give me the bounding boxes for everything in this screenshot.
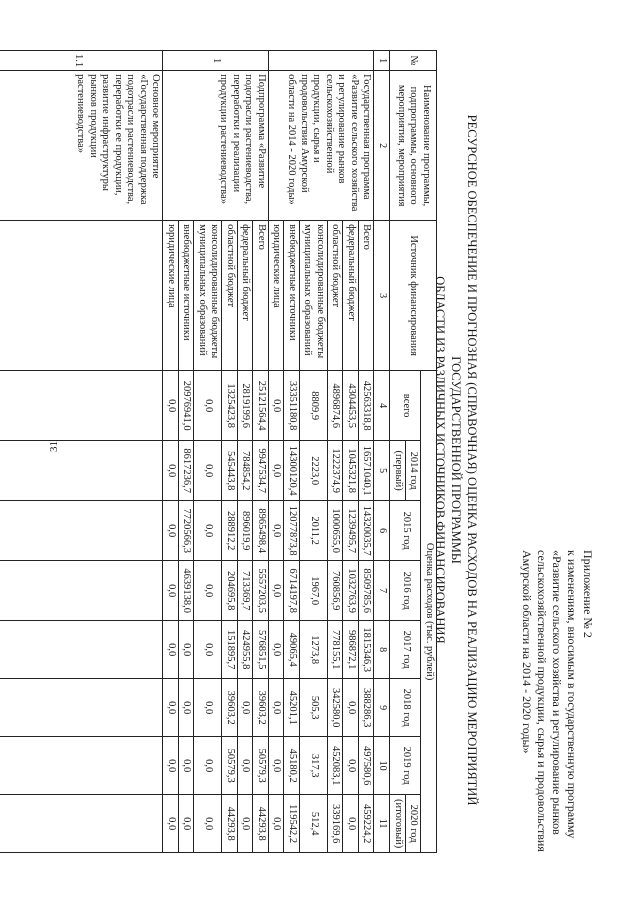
amount-cell: 0,0 [163,621,179,679]
col-number: 11 [374,795,390,853]
amount-cell: 151895,7 [222,621,238,679]
amount-cell: 8965498,4 [253,501,269,561]
amount-cell: 119542,2 [284,795,300,853]
amount-cell: 50579,3 [222,737,238,795]
amount-cell: 14300120,4 [284,441,300,501]
amount-cell [0,371,163,441]
amount-cell: 0,0 [163,501,179,561]
appendix-title: Приложение № 2 [581,550,595,638]
amount-cell: 0,0 [163,679,179,737]
amount-cell: 14320035,7 [359,501,375,561]
row-number [269,51,375,71]
amount-cell: 49065,4 [284,621,300,679]
amount-cell [0,501,163,561]
amount-cell: 0,0 [163,371,179,441]
funding-source: областной бюджет [222,221,238,371]
amount-cell: 204695,8 [222,561,238,621]
amount-cell: 0,0 [238,679,254,737]
amount-cell: 5557203,5 [253,561,269,621]
amount-cell: 778155,1 [328,621,344,679]
amount-cell: 0,0 [269,737,285,795]
amount-cell: 1273,8 [300,621,328,679]
amount-cell: 8617236,7 [179,441,195,501]
amount-cell: 33351180,8 [284,371,300,441]
funding-source: Всего [359,221,375,371]
amount-cell: 1239495,7 [343,501,359,561]
col-number: 2 [374,71,390,221]
amount-cell: 317,3 [300,737,328,795]
rotated-sheet [40,50,600,870]
col-number: 4 [374,371,390,441]
page-number: 31 [48,441,60,452]
table-row [253,51,269,853]
amount-cell: 1045321,8 [343,441,359,501]
amount-cell [0,561,163,621]
amount-cell: 4304453,5 [343,371,359,441]
amount-cell: 0,0 [179,621,195,679]
table-row [0,51,163,853]
col-number: 3 [374,221,390,371]
amount-cell: 50579,3 [253,737,269,795]
amount-cell: 0,0 [163,561,179,621]
funding-source [0,221,163,371]
amount-cell: 452083,1 [328,737,344,795]
column-number-row [374,51,390,853]
document-title-line-1: РЕСУРСНОЕ ОБЕСПЕЧЕНИЕ И ПРОГНОЗНАЯ (СПРАВОЧНАЯ) ОЦЕНКА РАСХОДОВ НА РЕАЛИЗАЦИЮ МЕРОПРИЯТИЙ ГОСУДАРСТВЕННОЙ ПРОГРАММЫ [449,114,479,806]
document-title-line-2: ОБЛАСТИ ИЗ РАЗЛИЧНЫХ ИСТОЧНИКОВ ФИНАНСИРОВАНИЯ [433,276,447,644]
program-name: Государственная программа «Развитие сельского хозяйства и регулирование рынков сельскохозяйственной продукции, сырья и продовольствия Амурской области на 2014 - 2020 годы» [269,71,375,221]
amount-cell: 713369,7 [238,561,254,621]
amount-cell: 2819199,6 [238,371,254,441]
header-no: № [390,51,437,71]
amount-cell: 0,0 [194,795,222,853]
header-2020-note: (итоговый) [390,795,406,853]
amount-cell: 20976941,0 [179,371,195,441]
amount-cell [0,795,163,853]
amount-cell: 0,0 [194,441,222,501]
amount-cell: 0,0 [269,561,285,621]
amount-cell: 576851,5 [253,621,269,679]
amount-cell: 0,0 [269,501,285,561]
amount-cell: 0,0 [179,795,195,853]
amount-cell: 424955,8 [238,621,254,679]
amount-cell: 0,0 [163,737,179,795]
amount-cell: 1222374,9 [328,441,344,501]
amount-cell: 44293,8 [222,795,238,853]
header-name: Наименование программы, подпрограммы, основного мероприятия, мероприятия [390,71,437,221]
amount-cell: 0,0 [163,795,179,853]
amount-cell: 0,0 [269,371,285,441]
amount-cell: 39603,2 [222,679,238,737]
funding-table-body [0,51,374,853]
amount-cell: 42563318,8 [359,371,375,441]
col-number: 7 [374,561,390,621]
amount-cell [0,441,163,501]
header-2016: 2016 год [390,561,421,621]
col-number: 9 [374,679,390,737]
amount-cell: 388286,3 [359,679,375,737]
amount-cell: 1032763,9 [343,561,359,621]
amount-cell: 0,0 [194,679,222,737]
col-number: 8 [374,621,390,679]
header-estimate: Оценка расходов (тыс. рублей) [421,371,437,853]
table-row [359,51,375,853]
amount-cell: 760856,9 [328,561,344,621]
amount-cell: 0,0 [194,371,222,441]
amount-cell: 2011,2 [300,501,328,561]
funding-source: областной бюджет [328,221,344,371]
amount-cell: 8509785,6 [359,561,375,621]
funding-source: консолидированные бюджеты муниципальных образований [194,221,222,371]
amount-cell [0,621,163,679]
header-2020: 2020 год [406,795,422,853]
col-number: 10 [374,737,390,795]
amount-cell: 45180,2 [284,737,300,795]
amount-cell: 0,0 [269,679,285,737]
funding-table [0,50,437,853]
amount-cell: 16571040,1 [359,441,375,501]
amount-cell: 4639138,0 [179,561,195,621]
amount-cell: 0,0 [194,501,222,561]
amount-cell: 0,0 [238,737,254,795]
col-number: 6 [374,501,390,561]
amount-cell: 1000655,0 [328,501,344,561]
amount-cell: 0,0 [269,441,285,501]
amount-cell: 459224,2 [359,795,375,853]
amount-cell: 545443,8 [222,441,238,501]
header-2017: 2017 год [390,621,421,679]
header-total: всего [390,371,421,441]
amount-cell: 7720566,3 [179,501,195,561]
amount-cell: 6714197,8 [284,561,300,621]
row-number: 1.1 [0,51,163,71]
amount-cell: 339169,6 [328,795,344,853]
funding-source: юридические лица [163,221,179,371]
header-2014-note: (первый) [390,441,406,501]
amount-cell [0,679,163,737]
col-number: 5 [374,441,390,501]
amount-cell: 0,0 [194,561,222,621]
funding-source: федеральный бюджет [238,221,254,371]
funding-source: внебюджетные источники [284,221,300,371]
amount-cell: 2223,0 [300,441,328,501]
amount-cell: 44293,8 [253,795,269,853]
amount-cell [0,737,163,795]
amount-cell: 288912,2 [222,501,238,561]
amount-cell: 896019,9 [238,501,254,561]
amount-cell: 0,0 [163,441,179,501]
amount-cell: 1815346,3 [359,621,375,679]
funding-source: внебюджетные источники [179,221,195,371]
amount-cell: 784854,2 [238,441,254,501]
header-source: Источник финансирования [390,221,437,371]
amount-cell: 505,3 [300,679,328,737]
program-name: Основное мероприятие «Государственная поддержка подотрасли растениеводства, переработки ее продукции, развитие инфраструктуры рынков продукции растениеводства» [0,71,163,221]
header-2018: 2018 год [390,679,421,737]
amount-cell: 342580,0 [328,679,344,737]
amount-cell: 512,4 [300,795,328,853]
amount-cell: 0,0 [343,737,359,795]
amount-cell: 0,0 [269,621,285,679]
amount-cell: 4896874,6 [328,371,344,441]
amount-cell: 12077873,8 [284,501,300,561]
amount-cell: 9947534,7 [253,441,269,501]
appendix-text: к изменениям, вносимым в государственную программу «Развитие сельского хозяйства и регулирование рынков сельскохозяйственной продукции, сырья и продовольствия Амурской области на 2014 - 2020 годы» [520,550,579,852]
row-number: 1 [163,51,269,71]
amount-cell: 1325423,8 [222,371,238,441]
amount-cell: 0,0 [269,795,285,853]
col-number: 1 [374,51,390,71]
document-title [432,55,480,865]
amount-cell: 0,0 [343,679,359,737]
amount-cell: 39603,2 [253,679,269,737]
amount-cell: 25121564,4 [253,371,269,441]
amount-cell: 986872,1 [343,621,359,679]
amount-cell: 1967,0 [300,561,328,621]
funding-source: консолидированные бюджеты муниципальных образований [300,221,328,371]
header-2015: 2015 год [390,501,421,561]
amount-cell: 8809,9 [300,371,328,441]
amount-cell: 45201,1 [284,679,300,737]
appendix-block [519,550,595,855]
funding-source: Всего [253,221,269,371]
funding-source: федеральный бюджет [343,221,359,371]
amount-cell: 0,0 [194,737,222,795]
amount-cell: 0,0 [194,621,222,679]
funding-source: юридические лица [269,221,285,371]
amount-cell: 497580,6 [359,737,375,795]
amount-cell: 0,0 [238,795,254,853]
program-name: Подпрограмма «Развитие подотрасли растениеводства, переработки и реализации продукции растениеводства» [163,71,269,221]
header-2014: 2014 год [406,441,422,501]
amount-cell: 0,0 [179,679,195,737]
header-2019: 2019 год [390,737,421,795]
amount-cell: 0,0 [343,795,359,853]
amount-cell: 0,0 [179,737,195,795]
